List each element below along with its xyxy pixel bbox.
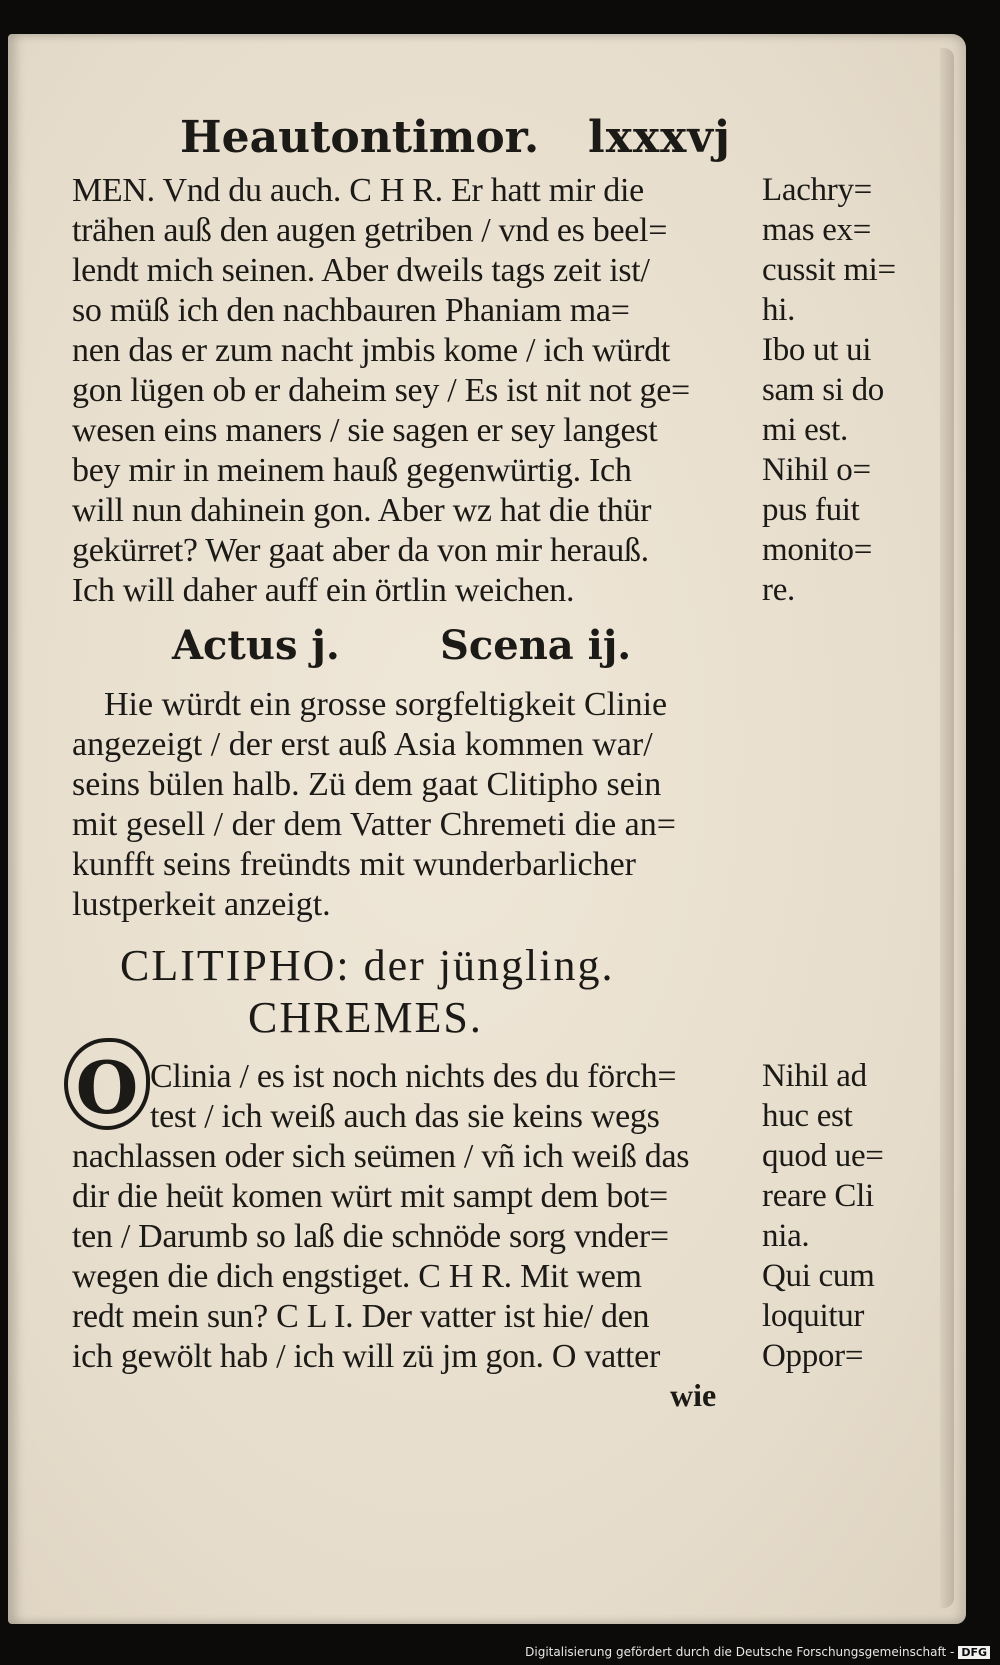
text-line: will nun dahinein gon. Aber wz hat die thür xyxy=(72,492,652,529)
margin-gloss: Qui cum xyxy=(762,1258,875,1294)
dialogue-line: wegen die dich engstiget. C H R. Mit wem xyxy=(72,1258,642,1295)
dialogue-line: test / ich weiß auch das sie keins wegs xyxy=(150,1098,660,1135)
margin-gloss: re. xyxy=(762,572,795,608)
credit-text: Digitalisierung gefördert durch die Deutsche Forschungsgemeinschaft - xyxy=(525,1645,955,1659)
page-edge xyxy=(940,48,954,1608)
margin-gloss: Oppor= xyxy=(762,1338,864,1374)
scene-heading: Scena ij. xyxy=(440,622,632,669)
margin-gloss: mas ex= xyxy=(762,212,872,248)
decorated-initial: O xyxy=(64,1038,150,1130)
text-line: MEN. Vnd du auch. C H R. Er hatt mir die xyxy=(72,172,644,209)
margin-gloss: cussit mi= xyxy=(762,252,896,288)
dfg-logo: DFG xyxy=(958,1646,990,1659)
text-line: wesen eins maners / sie sagen er sey langest xyxy=(72,412,658,449)
text-line: bey mir in meinem hauß gegenwürtig. Ich xyxy=(72,452,632,489)
text-line: so müß ich den nachbauren Phaniam ma= xyxy=(72,292,630,329)
margin-gloss: sam si do xyxy=(762,372,884,408)
dialogue-line: nachlassen oder sich seümen / vñ ich weiß das xyxy=(72,1138,690,1175)
text-line: gon lügen ob er daheim sey / Es ist nit not ge= xyxy=(72,372,690,409)
margin-gloss: monito= xyxy=(762,532,873,568)
text-line: lendt mich seinen. Aber dweils tags zeit ist/ xyxy=(72,252,650,289)
argument-line: kunfft seins freündts mit wunderbarlicher xyxy=(72,846,637,883)
character-clitipho: CLITIPHO: der jüngling. xyxy=(120,941,615,990)
margin-gloss: reare Cli xyxy=(762,1178,874,1214)
margin-gloss: nia. xyxy=(762,1218,810,1254)
running-title: Heautontimor. xyxy=(180,112,540,163)
dialogue-line: ich gewölt hab / ich will zü jm gon. O vatter xyxy=(72,1338,660,1375)
margin-gloss: hi. xyxy=(762,292,796,328)
text-line: Ich will daher auff ein örtlin weichen. xyxy=(72,572,575,609)
dialogue-line: ten / Darumb so laß die schnöde sorg vnder= xyxy=(72,1218,669,1255)
folio-number: lxxxvj xyxy=(588,112,731,163)
margin-gloss: Nihil o= xyxy=(762,452,871,488)
text-line: nen das er zum nacht jmbis kome / ich würdt xyxy=(72,332,671,369)
text-line: trähen auß den augen getriben / vnd es beel= xyxy=(72,212,668,249)
margin-gloss: quod ue= xyxy=(762,1138,884,1174)
argument-line: angezeigt / der erst auß Asia kommen war/ xyxy=(72,726,653,763)
margin-gloss: Nihil ad xyxy=(762,1058,867,1094)
margin-gloss: huc est xyxy=(762,1098,853,1134)
dialogue-line: Clinia / es ist noch nichts des du förch= xyxy=(150,1058,677,1095)
argument-line: lustperkeit anzeigt. xyxy=(72,886,331,923)
digitization-credit xyxy=(525,1645,990,1659)
margin-gloss: mi est. xyxy=(762,412,848,448)
argument-line: seins bülen halb. Zü dem gaat Clitipho sein xyxy=(72,766,662,803)
text-line: gekürret? Wer gaat aber da von mir herauß. xyxy=(72,532,649,569)
dialogue-line: dir die heüt komen würt mit sampt dem bot= xyxy=(72,1178,668,1215)
margin-gloss: Ibo ut ui xyxy=(762,332,872,368)
margin-gloss: Lachry= xyxy=(762,172,872,208)
argument-line: Hie würdt ein grosse sorgfeltigkeit Clinie xyxy=(104,686,668,723)
dialogue-line: redt mein sun? C L I. Der vatter ist hie/ den xyxy=(72,1298,650,1335)
margin-gloss: pus fuit xyxy=(762,492,860,528)
act-heading: Actus j. xyxy=(172,622,340,669)
catchword: wie xyxy=(670,1377,717,1413)
margin-gloss: loquitur xyxy=(762,1298,865,1334)
argument-line: mit gesell / der dem Vatter Chremeti die an= xyxy=(72,806,676,843)
character-chremes: CHREMES. xyxy=(248,993,483,1042)
